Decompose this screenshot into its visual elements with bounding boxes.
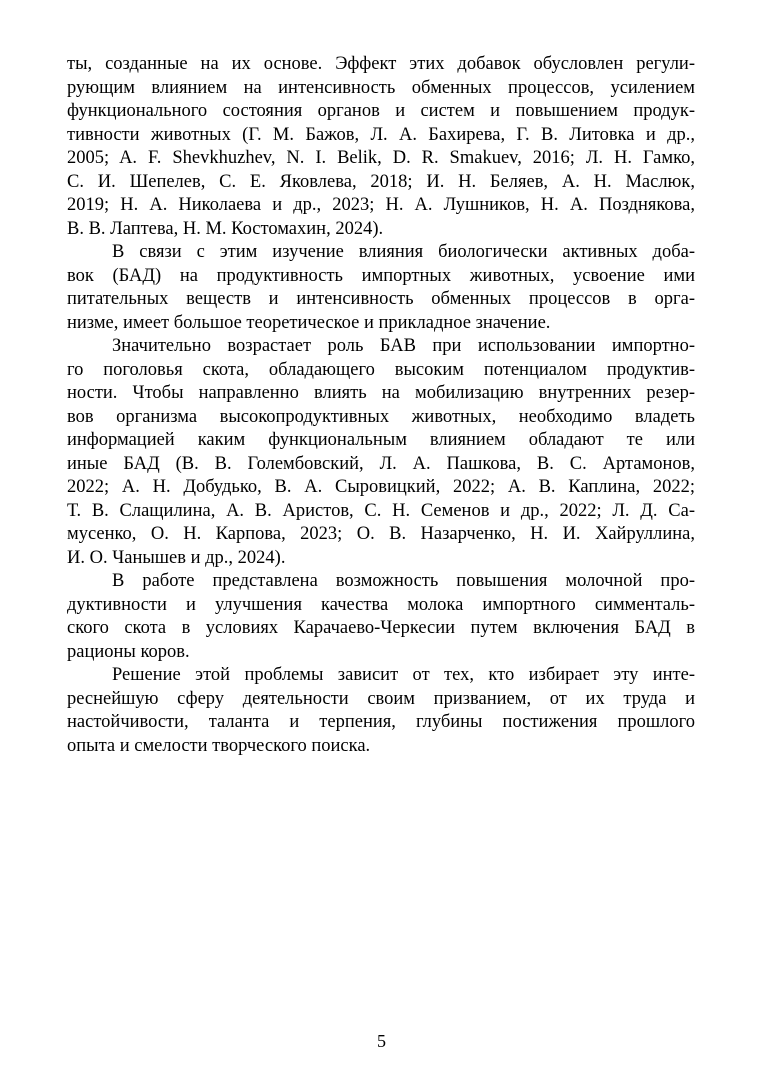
text-line: рационы коров. xyxy=(67,641,190,662)
text-line: ского скота в условиях Карачаево-Черкесии путем включения БАД в xyxy=(67,618,695,638)
text-line: го поголовья скота, обладающего высоким потенциалом продуктив- xyxy=(67,359,695,380)
text-line: дуктивности и улучшения качества молока импортного симменталь- xyxy=(67,594,695,615)
text-line: 2022; А. Н. Добудько, В. А. Сыровицкий, 2022; А. В. Каплина, 2022; xyxy=(67,477,695,497)
text-block xyxy=(67,53,695,758)
text-line: И. О. Чанышев и др., 2024). xyxy=(67,547,286,568)
text-line: иные БАД (В. В. Голембовский, Л. А. Пашкова, В. С. Артамонов, xyxy=(67,453,695,474)
text-line: низме, имеет большое теоретическое и прикладное значение. xyxy=(67,312,551,333)
text-line: В работе представлена возможность повышения молочной про- xyxy=(112,571,695,591)
text-line: ности. Чтобы направленно влиять на мобилизацию внутренних резер- xyxy=(67,383,695,403)
text-line: В. В. Лаптева, Н. М. Костомахин, 2024). xyxy=(67,218,384,239)
paragraph xyxy=(67,53,695,241)
text-line: вок (БАД) на продуктивность импортных животных, усвоение ими xyxy=(67,265,695,286)
text-line: вов организма высокопродуктивных животных, необходимо владеть xyxy=(67,406,695,427)
text-line: 2019; Н. А. Николаева и др., 2023; Н. А. Лушников, Н. А. Позднякова, xyxy=(67,195,695,215)
text-line: Значительно возрастает роль БАВ при использовании импортно- xyxy=(112,336,695,356)
text-line: 2005; A. F. Shevkhuzhev, N. I. Belik, D. R. Smakuev, 2016; Л. Н. Гамко, xyxy=(67,148,695,168)
text-line: функционального состояния органов и систем и повышением продук- xyxy=(67,101,695,121)
text-line: опыта и смелости творческого поиска. xyxy=(67,735,371,756)
text-line: реснейшую сферу деятельности своим призванием, от их труда и xyxy=(67,688,695,709)
text-line: настойчивости, таланта и терпения, глубины постижения прошлого xyxy=(67,712,695,732)
paragraph xyxy=(67,664,695,758)
text-line: мусенко, О. Н. Карпова, 2023; О. В. Назарченко, Н. И. Хайруллина, xyxy=(67,524,695,544)
paragraph xyxy=(67,335,695,570)
page-number: 5 xyxy=(377,1031,386,1051)
text-line: С. И. Шепелев, С. Е. Яковлева, 2018; И. Н. Беляев, А. Н. Маслюк, xyxy=(67,171,695,192)
paragraph xyxy=(67,570,695,664)
text-line: питательных веществ и интенсивность обменных процессов в орга- xyxy=(67,289,695,309)
text-line: ты, созданные на их основе. Эффект этих добавок обусловлен регули- xyxy=(67,54,695,74)
text-line: рующим влиянием на интенсивность обменных процессов, усилением xyxy=(67,77,695,98)
paragraph xyxy=(67,241,695,335)
text-line: Решение этой проблемы зависит от тех, кто избирает эту инте- xyxy=(112,665,695,685)
text-line: Т. В. Слащилина, А. В. Аристов, С. Н. Семенов и др., 2022; Л. Д. Са- xyxy=(67,500,695,521)
text-line: информацией каким функциональным влиянием обладают те или xyxy=(67,430,695,450)
text-line: тивности животных (Г. М. Бажов, Л. А. Бахирева, Г. В. Литовка и др., xyxy=(67,124,695,145)
text-line: В связи с этим изучение влияния биологически активных доба- xyxy=(112,242,695,262)
